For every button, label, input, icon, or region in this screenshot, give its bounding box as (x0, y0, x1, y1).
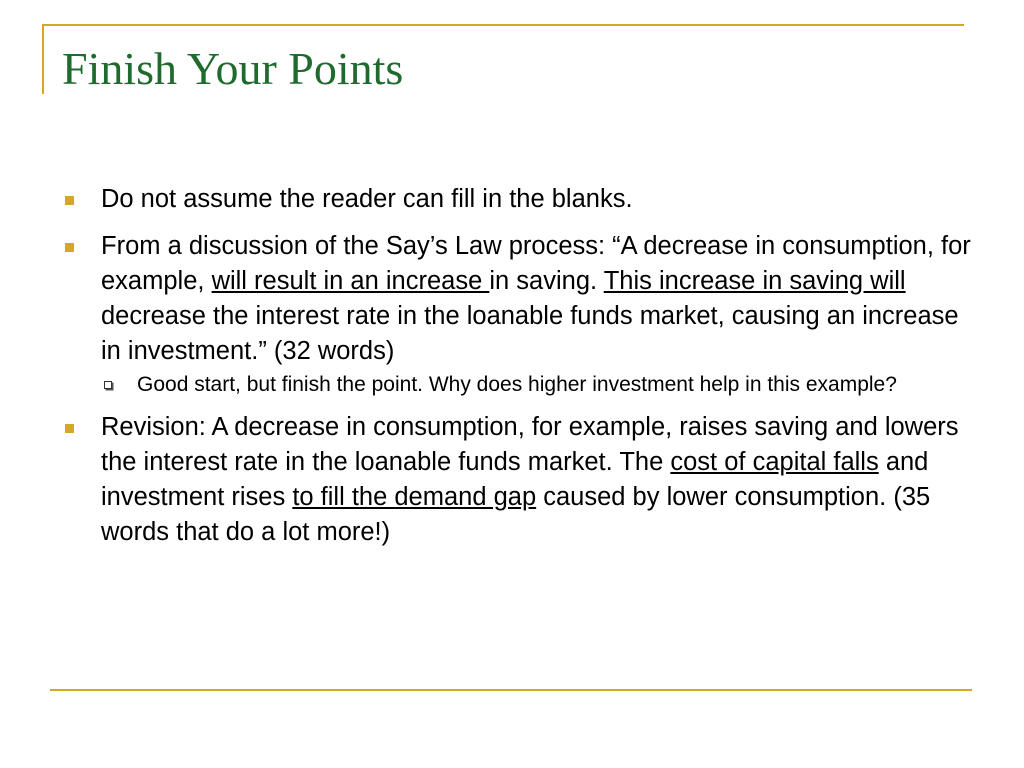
bullet-text: Do not assume the reader can fill in the blanks. (101, 185, 633, 213)
bullet-item (62, 229, 972, 398)
bullet-item (62, 410, 972, 550)
bullet-text: in saving. (489, 267, 604, 295)
square-bullet-icon (65, 196, 74, 205)
slide-title: Finish Your Points (62, 43, 404, 94)
hollow-square-bullet-icon (104, 381, 112, 389)
bullet-text: Revision: A decrease in consumption, for example, raises saving and lowers the interest rate in the loanable funds market. The (101, 413, 959, 476)
bullet-text: and investment rises (101, 448, 929, 511)
bullet-text: decrease the interest rate in the loanable funds market, causing an increase in investment.” (32 words) (101, 302, 959, 365)
square-bullet-icon (65, 424, 74, 433)
frame-left-rule (42, 24, 44, 94)
sub-bullet-text: Good start, but finish the point. Why does higher investment help in this example? (137, 373, 897, 396)
underlined-phrase: This increase in saving will (603, 267, 906, 295)
frame-bottom-rule (50, 689, 972, 691)
bullet-item (62, 182, 972, 217)
bullet-text: caused by lower consumption. (35 words that do a lot more!) (101, 483, 931, 546)
underlined-phrase: will result in an increase (211, 267, 490, 295)
bullet-list (62, 182, 972, 550)
sub-bullet-item (101, 371, 972, 398)
underlined-phrase: to fill the demand gap (292, 483, 537, 511)
slide-body (62, 182, 972, 562)
underlined-phrase: cost of capital falls (670, 448, 879, 476)
bullet-text: From a discussion of the Say’s Law process: “A decrease in consumption, for example, (101, 232, 971, 295)
frame-top-rule (42, 24, 964, 26)
square-bullet-icon (65, 243, 74, 252)
sub-bullet-list (101, 371, 972, 398)
